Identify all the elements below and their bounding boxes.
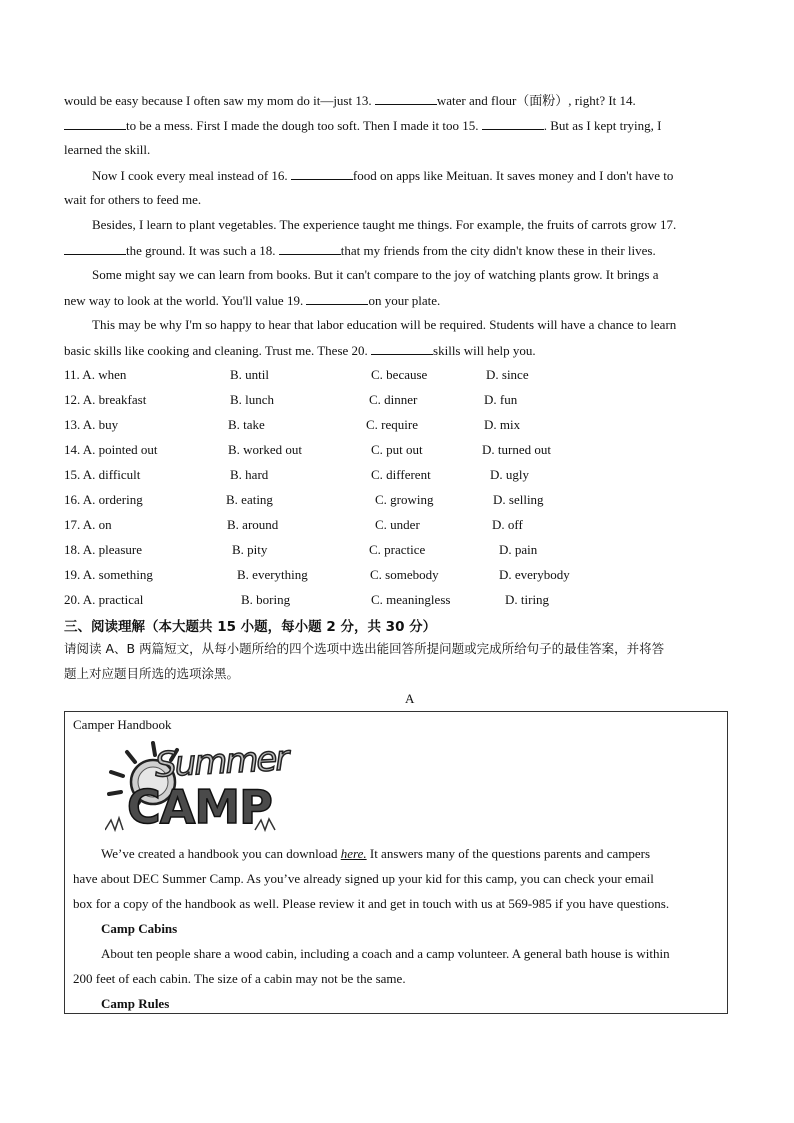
option-d: D. off — [492, 517, 523, 532]
passage-text: new way to look at the world. You'll value 19. — [64, 293, 307, 308]
logo-camp-text: CAMP — [127, 780, 272, 834]
option-d: D. pain — [499, 542, 538, 557]
download-link[interactable]: here. — [340, 846, 367, 861]
option-a: 17. A. on — [64, 517, 112, 532]
passage-line — [64, 292, 440, 309]
option-row-15 — [64, 467, 624, 483]
option-c: C. require — [366, 417, 418, 432]
option-c: C. different — [371, 467, 431, 482]
option-c: C. growing — [375, 492, 434, 507]
passage-text: skills will help you. — [433, 343, 536, 358]
option-a: 13. A. buy — [64, 417, 119, 432]
option-a: 12. A. breakfast — [64, 392, 147, 407]
option-c: C. because — [371, 367, 428, 382]
option-a: 16. A. ordering — [64, 492, 143, 507]
option-d: D. fun — [484, 392, 518, 407]
passage-text: Now I cook every meal instead of 16. — [92, 168, 291, 183]
option-row-19 — [64, 567, 624, 583]
passage-line: learned the skill. — [64, 142, 151, 157]
logo-summer-text: Summer — [154, 738, 289, 786]
option-c: C. put out — [371, 442, 423, 457]
passage-text: . But as I kept trying, I — [543, 118, 662, 133]
option-d: D. turned out — [482, 442, 551, 457]
option-d: D. tiring — [505, 592, 550, 607]
passage-line: This may be why I'm so happy to hear that labor education will be required. Students will have a chance to learn — [92, 317, 677, 332]
option-b: B. eating — [226, 492, 273, 507]
option-b: B. worked out — [228, 442, 303, 457]
answer-blank-13 — [375, 92, 437, 105]
option-d: D. ugly — [490, 467, 529, 482]
instruction-line: 题上对应题目所选的选项涂黑。 — [64, 666, 240, 681]
option-d: D. selling — [493, 492, 544, 507]
passage-line: Some might say we can learn from books. But it can't compare to the joy of watching plants grow. It brings a — [92, 267, 659, 282]
passage-text: would be easy because I often saw my mom do it—just 13. — [64, 93, 375, 108]
heading-camp-rules: Camp Rules — [101, 996, 170, 1011]
option-a: 19. A. something — [64, 567, 153, 582]
answer-blank-15 — [482, 117, 544, 130]
option-a: 15. A. difficult — [64, 467, 141, 482]
option-d: D. mix — [484, 417, 521, 432]
option-a: 14. A. pointed out — [64, 442, 158, 457]
option-c: C. dinner — [369, 392, 418, 407]
passage-line: wait for others to feed me. — [64, 192, 202, 207]
option-b: B. around — [227, 517, 279, 532]
passage-line — [92, 167, 673, 184]
passage-line: Besides, I learn to plant vegetables. The experience taught me things. For example, the fruits of carrots grow 17. — [92, 217, 677, 232]
passage-line — [64, 92, 636, 109]
option-c: C. under — [375, 517, 420, 532]
answer-blank-16 — [291, 167, 353, 180]
option-b: B. pity — [232, 542, 268, 557]
passage-box — [64, 711, 728, 1014]
option-c: C. meaningless — [371, 592, 451, 607]
option-a: 18. A. pleasure — [64, 542, 142, 557]
box-paragraph-line: About ten people share a wood cabin, including a coach and a camp volunteer. A general bath house is within — [101, 946, 670, 961]
summer-camp-logo — [105, 738, 289, 834]
passage-line — [64, 342, 536, 359]
box-paragraph-line: have about DEC Summer Camp. As you’ve already signed up your kid for this camp, you can check your email — [73, 871, 654, 886]
passage-text: to be a mess. First I made the dough too soft. Then I made it too 15. — [126, 118, 482, 133]
passage-label: A — [405, 691, 415, 706]
option-row-17 — [64, 517, 624, 533]
option-b: B. boring — [241, 592, 291, 607]
box-text: It answers many of the questions parents and campers — [366, 846, 651, 861]
option-row-16 — [64, 492, 624, 508]
passage-line — [64, 117, 661, 134]
option-row-20 — [64, 592, 624, 608]
answer-blank-19 — [306, 292, 368, 305]
heading-camp-cabins: Camp Cabins — [101, 921, 178, 936]
passage-text: food on apps like Meituan. It saves money and I don't have to — [352, 168, 674, 183]
answer-blank-20 — [371, 342, 433, 355]
option-b: B. lunch — [230, 392, 275, 407]
box-paragraph-line: box for a copy of the handbook as well. Please review it and get in touch with us at 569-985 if you have questions. — [73, 896, 670, 911]
option-row-18 — [64, 542, 624, 558]
option-b: B. take — [228, 417, 265, 432]
answer-blank-14 — [64, 117, 126, 130]
passage-text: the ground. It was such a 18. — [126, 243, 279, 258]
option-c: C. somebody — [370, 567, 439, 582]
answer-blank-18 — [279, 242, 341, 255]
box-text: We’ve created a handbook you can download — [101, 846, 341, 861]
passage-text: on your plate. — [368, 293, 441, 308]
option-row-12 — [64, 392, 624, 408]
option-row-13 — [64, 417, 624, 433]
passage-line — [64, 242, 656, 259]
option-b: B. until — [230, 367, 270, 382]
passage-text: that my friends from the city didn't know these in their lives. — [340, 243, 656, 258]
section-title: 三、阅读理解（本大题共 15 小题，每小题 2 分，共 30 分） — [64, 619, 437, 635]
answer-blank-17 — [64, 242, 126, 255]
option-c: C. practice — [369, 542, 426, 557]
option-d: D. since — [486, 367, 529, 382]
option-b: B. hard — [230, 467, 269, 482]
option-d: D. everybody — [499, 567, 570, 582]
box-title: Camper Handbook — [73, 717, 172, 732]
option-b: B. everything — [237, 567, 308, 582]
box-paragraph-line — [101, 846, 650, 862]
passage-text: basic skills like cooking and cleaning. Trust me. These 20. — [64, 343, 372, 358]
passage-text: water and flour（面粉）, right? It 14. — [436, 93, 636, 108]
option-row-14 — [64, 442, 624, 458]
option-row-11 — [64, 367, 624, 383]
option-a: 20. A. practical — [64, 592, 144, 607]
option-a: 11. A. when — [64, 367, 127, 382]
instruction-line: 请阅读 A、B 两篇短文，从每小题所给的四个选项中选出能回答所提问题或完成所给句子的最佳答案，并将答 — [64, 641, 665, 656]
box-paragraph-line: 200 feet of each cabin. The size of a cabin may not be the same. — [73, 971, 406, 986]
